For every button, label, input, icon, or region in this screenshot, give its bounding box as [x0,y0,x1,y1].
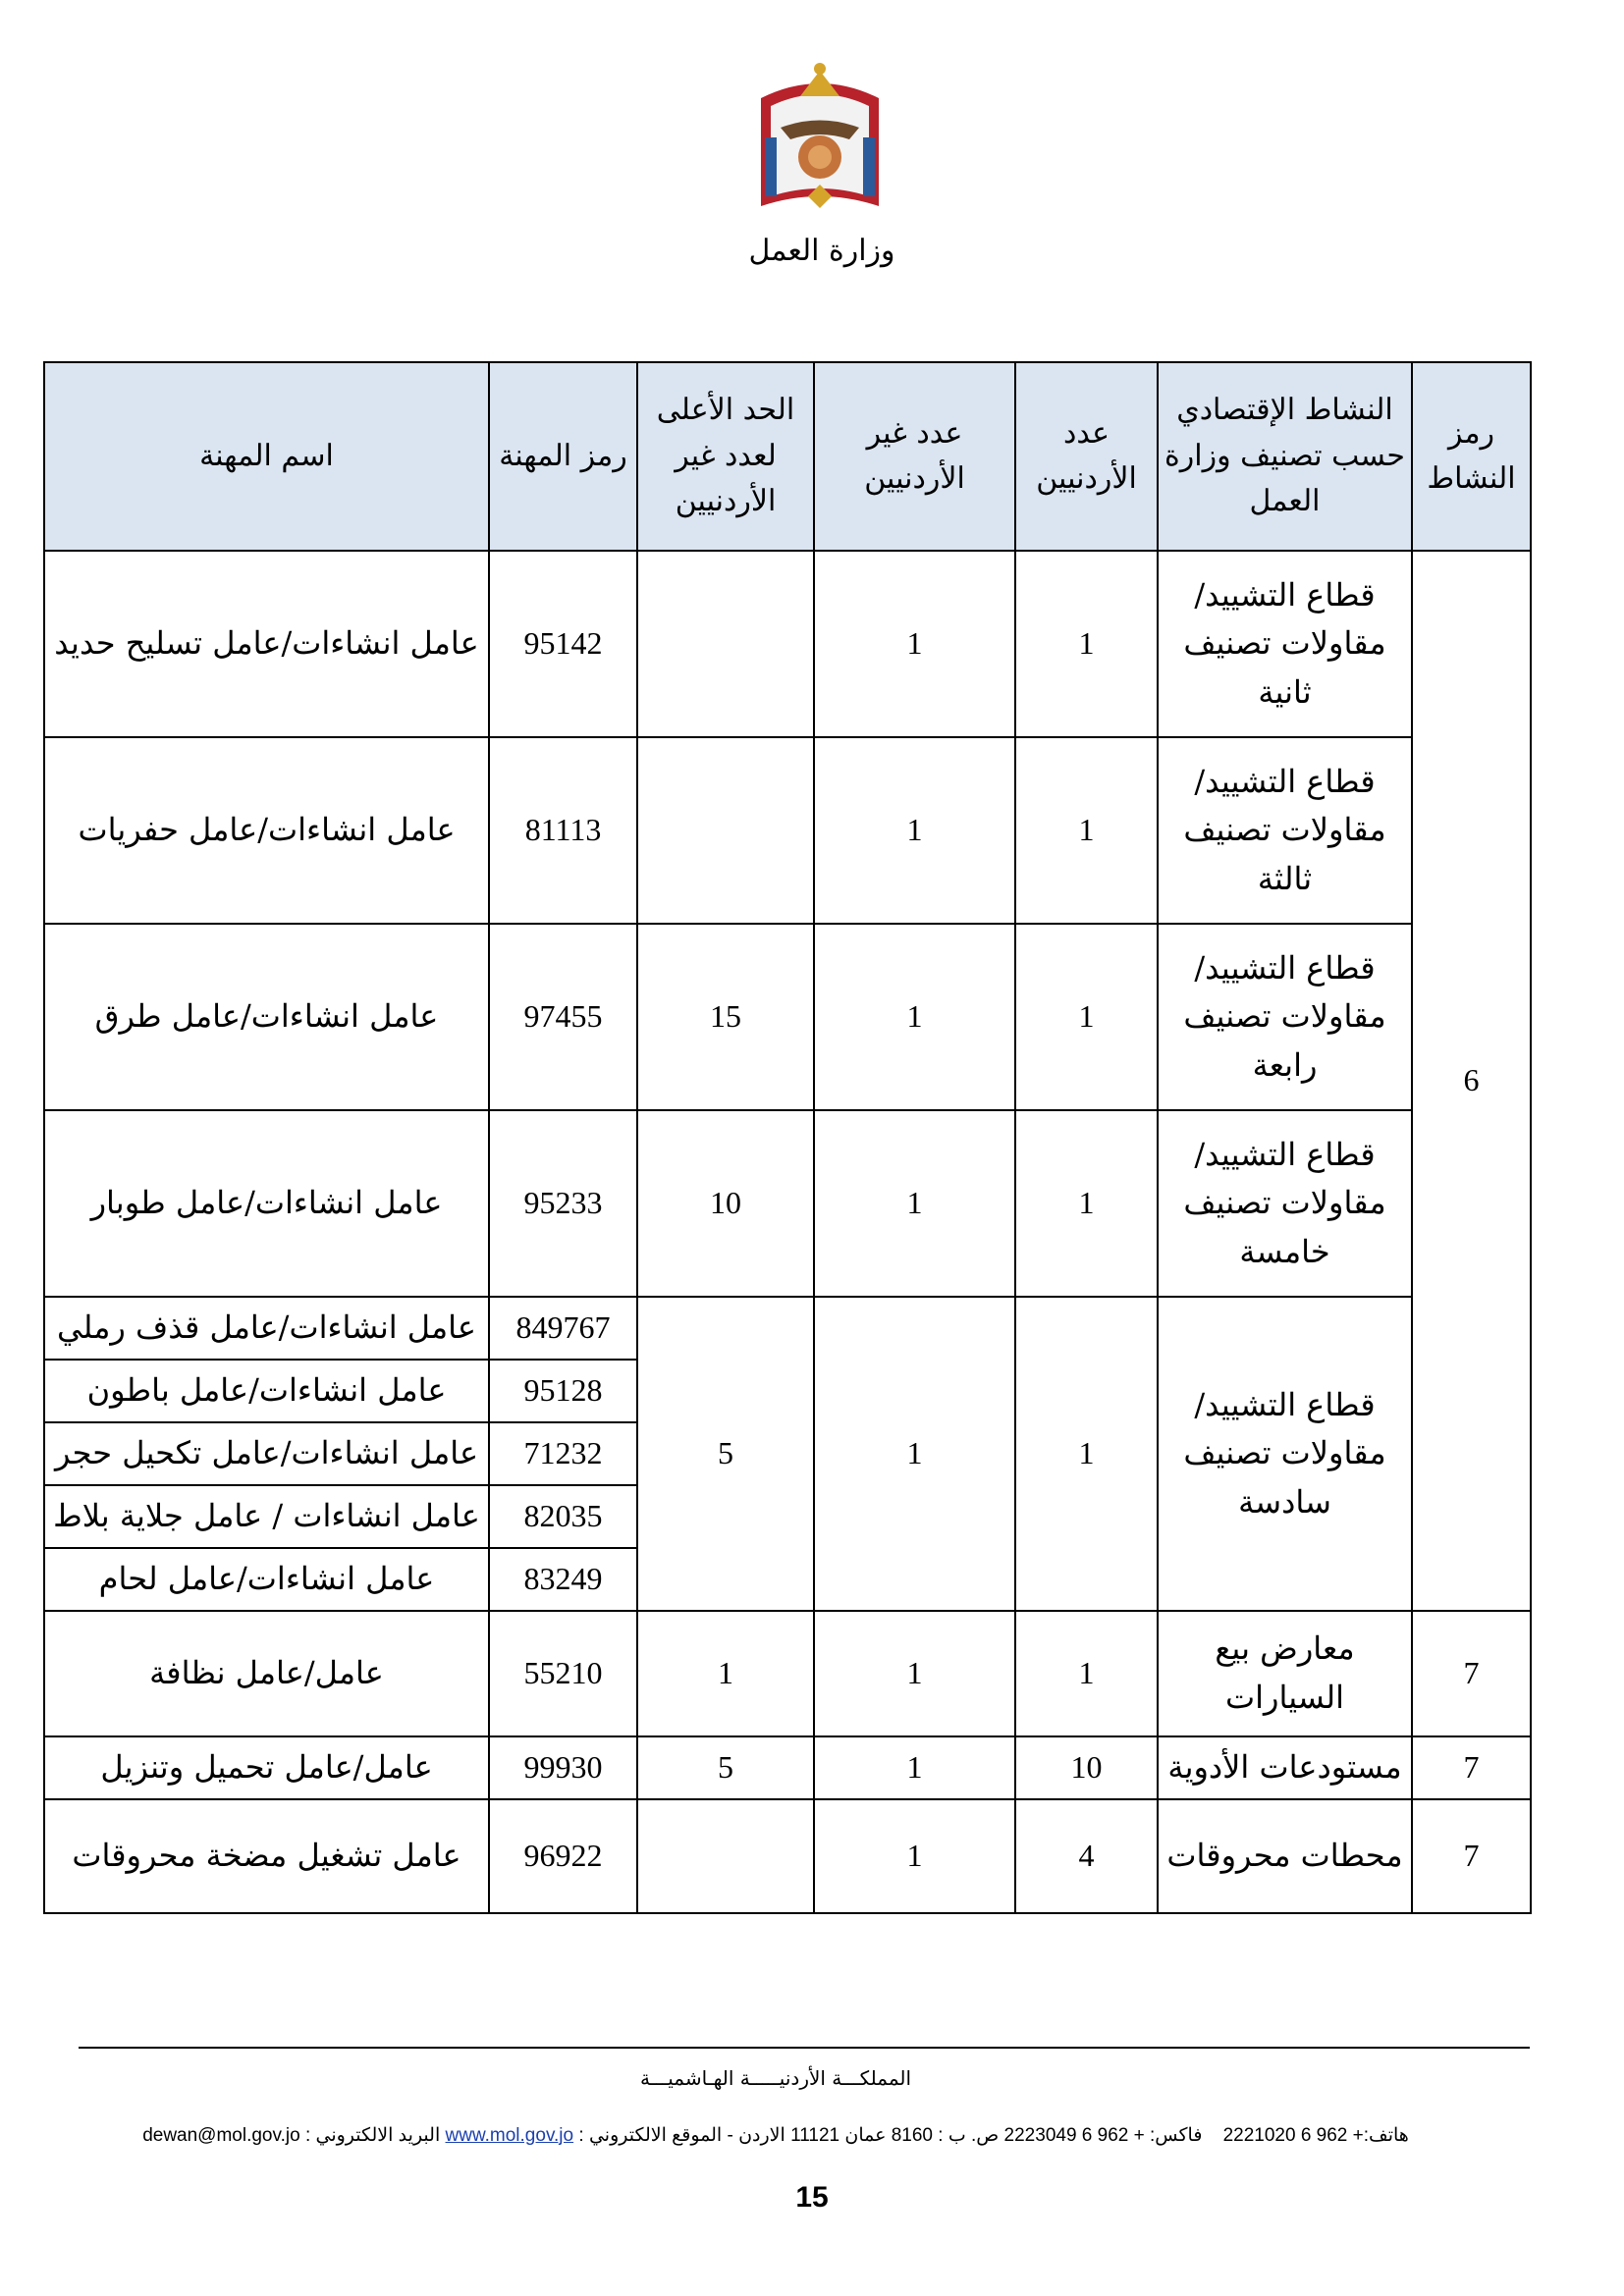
header-economic-activity: النشاط الإقتصادي حسب تصنيف وزارة العمل [1158,362,1412,551]
economic-activity: قطاع التشييد/ مقاولات تصنيف سادسة [1158,1297,1412,1611]
table-row [44,1110,1531,1297]
economic-activity: مستودعات الأدوية [1158,1736,1412,1799]
max-non-jordanians: 10 [637,1110,814,1297]
occupation-code: 83249 [489,1548,637,1611]
table-row [44,551,1531,737]
occupation-name: عامل انشاءات / عامل جلاية بلاط [44,1485,489,1548]
economic-activity: قطاع التشييد/ مقاولات تصنيف ثالثة [1158,737,1412,924]
occupation-code: 96922 [489,1799,637,1913]
non-jordanians-count: 1 [814,737,1015,924]
jordanians-count: 1 [1015,737,1158,924]
table-row [44,737,1531,924]
activity-code: 6 [1412,551,1531,1611]
table-row [44,1736,1531,1799]
economic-activity: محطات محروقات [1158,1799,1412,1913]
occupation-name: عامل انشاءات/عامل قذف رملي [44,1297,489,1360]
non-jordanians-count: 1 [814,1799,1015,1913]
header-non-jordanians: عدد غير الأردنيين [814,362,1015,551]
footer-phone: هاتف:+ 962 6 2221020 [1222,2125,1409,2146]
occupation-name: عامل انشاءات/عامل تكحيل حجر [44,1422,489,1485]
jordanians-count: 1 [1015,1110,1158,1297]
occupation-name: عامل انشاءات/عامل تسليح حديد [44,551,489,737]
header-jordanians: عدد الأردنيين [1015,362,1158,551]
occupation-code: 95128 [489,1360,637,1422]
footer-contact [59,2124,1492,2147]
jordanians-count: 1 [1015,1611,1158,1736]
footer-pobox: ص. ب : 8160 عمان 11121 الاردن [738,2125,1000,2146]
occupation-code: 97455 [489,924,637,1110]
occupation-name: عامل/عامل تحميل وتنزيل [44,1736,489,1799]
activity-code: 7 [1412,1736,1531,1799]
max-non-jordanians: 15 [637,924,814,1110]
non-jordanians-count: 1 [814,924,1015,1110]
occupation-name: عامل تشغيل مضخة محروقات [44,1799,489,1913]
occupation-code: 849767 [489,1297,637,1360]
jordanians-count: 1 [1015,551,1158,737]
footer-website-label: - الموقع الالكتروني : [578,2125,733,2146]
max-non-jordanians: 1 [637,1611,814,1736]
table-row [44,1799,1531,1913]
max-non-jordanians [637,551,814,737]
table-row [44,924,1531,1110]
occupation-code: 82035 [489,1485,637,1548]
occupation-code: 95142 [489,551,637,737]
non-jordanians-count: 1 [814,1611,1015,1736]
header-occupation-code: رمز المهنة [489,362,637,551]
occupation-name: عامل/عامل نظافة [44,1611,489,1736]
occupation-name: عامل انشاءات/عامل طرق [44,924,489,1110]
coat-of-arms-icon [731,59,908,236]
ministry-name: وزارة العمل [748,234,895,268]
footer-fax: فاكس: + 962 6 2223049 [1003,2125,1203,2146]
jordanians-count: 10 [1015,1736,1158,1799]
max-non-jordanians: 5 [637,1736,814,1799]
occupations-table [43,361,1532,1914]
occupation-name: عامل انشاءات/عامل حفريات [44,737,489,924]
max-non-jordanians [637,1799,814,1913]
footer-divider [79,2047,1530,2049]
activity-code: 7 [1412,1799,1531,1913]
economic-activity: قطاع التشييد/ مقاولات تصنيف خامسة [1158,1110,1412,1297]
max-non-jordanians [637,737,814,924]
occupation-name: عامل انشاءات/عامل طوبار [44,1110,489,1297]
table-header-row [44,362,1531,551]
header-activity-code: رمز النشاط [1412,362,1531,551]
footer-email[interactable]: dewan@mol.gov.jo [142,2125,300,2146]
page-number: 15 [795,2181,829,2214]
activity-code: 7 [1412,1611,1531,1736]
occupation-code: 95233 [489,1110,637,1297]
footer-website-link[interactable]: www.mol.gov.jo [445,2125,574,2146]
header-occupation-name: اسم المهنة [44,362,489,551]
header-max-non-jordanians: الحد الأعلى لعدد غير الأردنيين [637,362,814,551]
economic-activity: معارض بيع السيارات [1158,1611,1412,1736]
jordanians-count: 1 [1015,924,1158,1110]
occupation-name: عامل انشاءات/عامل لحام [44,1548,489,1611]
occupation-code: 81113 [489,737,637,924]
non-jordanians-count: 1 [814,551,1015,737]
non-jordanians-count: 1 [814,1297,1015,1611]
table-row [44,1297,1531,1360]
occupation-code: 71232 [489,1422,637,1485]
occupation-code: 55210 [489,1611,637,1736]
jordanians-count: 4 [1015,1799,1158,1913]
economic-activity: قطاع التشييد/ مقاولات تصنيف رابعة [1158,924,1412,1110]
economic-activity: قطاع التشييد/ مقاولات تصنيف ثانية [1158,551,1412,737]
occupation-name: عامل انشاءات/عامل باطون [44,1360,489,1422]
table-row [44,1611,1531,1736]
jordanians-count: 1 [1015,1297,1158,1611]
footer-kingdom: المملكـــة الأردنيـــــة الهـاشميـــة [639,2066,912,2090]
non-jordanians-count: 1 [814,1736,1015,1799]
footer-email-label: البريد الالكتروني : [304,2125,441,2146]
max-non-jordanians: 5 [637,1297,814,1611]
occupation-code: 99930 [489,1736,637,1799]
non-jordanians-count: 1 [814,1110,1015,1297]
